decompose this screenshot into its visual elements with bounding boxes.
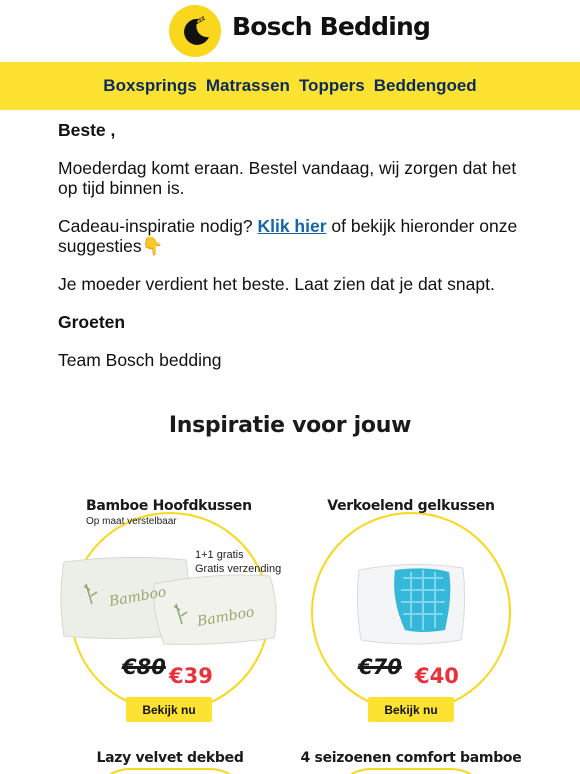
product-title: Lazy velvet dekbed (96, 750, 244, 766)
gel-pillow-image (355, 560, 467, 648)
promo-line-1: 1+1 gratis (195, 549, 244, 561)
product-card-verkoelend-gelkussen[interactable] (291, 498, 531, 728)
greeting: Beste , (58, 120, 116, 140)
nav-beddengoed[interactable]: Beddengoed (373, 76, 477, 95)
inspiration-text-before: Cadeau-inspiratie nodig? (58, 216, 258, 236)
main-nav (0, 62, 580, 110)
nav-matrassen[interactable]: Matrassen (205, 76, 290, 95)
closing: Groeten (58, 312, 126, 332)
header (0, 0, 580, 62)
product-title: Verkoelend gelkussen (327, 498, 495, 514)
pointing-down-icon: 👇 (141, 236, 164, 256)
product-old-price: €70 (358, 655, 402, 679)
nav-toppers[interactable]: Toppers (298, 76, 365, 95)
product-subtitle: Op maat verstelbaar (86, 516, 177, 527)
view-now-button[interactable]: Bekijk nu (126, 697, 212, 722)
product-circle (90, 768, 250, 774)
bamboo-pillow-image (58, 556, 290, 646)
section-title: Inspiratie voor jouw (168, 413, 412, 438)
product-new-price: €39 (169, 664, 213, 688)
promo-line-2: Gratis verzending (195, 563, 282, 575)
product-card-bamboe-hoofdkussen[interactable] (50, 498, 290, 728)
logo-zzz: zzz (193, 14, 207, 27)
product-card-4-seizoenen-comfort-bamboe[interactable] (291, 750, 531, 774)
paragraph-mother-deserves: Je moeder verdient het beste. Laat zien dat je dat snapt. (58, 274, 495, 294)
paragraph-mothersday: Moederdag komt eraan. Bestel vandaag, wij zorgen dat het op tijd binnen is. (58, 158, 517, 198)
product-old-price: €80 (122, 655, 166, 679)
logo[interactable] (169, 5, 221, 57)
product-title: 4 seizoenen comfort bamboe (300, 750, 522, 766)
product-title: Bamboe Hoofdkussen (86, 498, 252, 514)
view-now-button[interactable]: Bekijk nu (368, 697, 454, 722)
click-here-link[interactable]: Klik hier (257, 216, 327, 236)
pillow-label-2: Bamboo (195, 604, 256, 630)
product-new-price: €40 (415, 664, 459, 688)
product-card-lazy-velvet-dekbed[interactable] (50, 750, 290, 774)
nav-boxsprings[interactable]: Boxsprings (103, 76, 197, 95)
product-circle (331, 768, 491, 774)
pillow-label-1: Bamboo (107, 584, 168, 610)
signature: Team Bosch bedding (58, 350, 222, 370)
brand-name: Bosch Bedding (232, 12, 431, 41)
paragraph-inspiration (58, 216, 528, 256)
message-body (58, 120, 528, 388)
inspiration-text-after: of bekijk hieronder onze suggesties (58, 216, 518, 256)
